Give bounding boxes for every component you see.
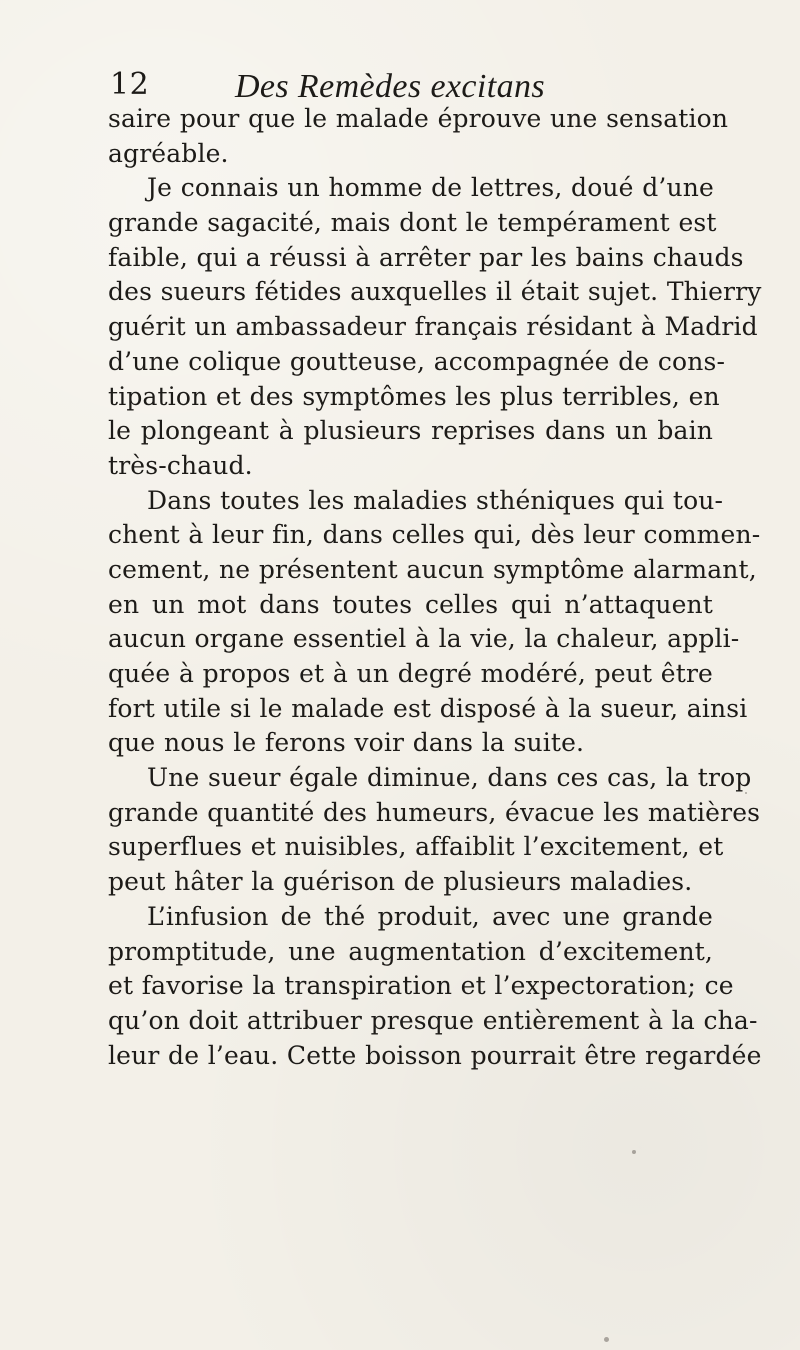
text-line: Je connais un homme de lettres, doué d’une — [147, 173, 714, 203]
text-line: que nous le ferons voir dans la suite. — [108, 728, 585, 758]
text-line: L’infusion de thé produit, avec une grande — [147, 901, 713, 931]
text-line: tipation et des symptômes les plus terribles, en — [108, 381, 720, 411]
text-line: cement, ne présentent aucun symptôme alarmant, — [108, 554, 757, 584]
text-line: fort utile si le malade est disposé à la sueur, ainsi — [108, 693, 748, 723]
paper-speck — [632, 1150, 636, 1154]
text-line: faible, qui a réussi à arrêter par les bains chauds — [108, 242, 744, 272]
text-line: guérit un ambassadeur français résidant à Madrid — [108, 312, 758, 342]
text-line: des sueurs fétides auxquelles il était sujet. Thierry — [108, 277, 762, 307]
paper-speck — [604, 1337, 609, 1342]
text-line: en un mot dans toutes celles qui n’attaquent — [108, 589, 713, 619]
text-line: promptitude, une augmentation d’excitement, — [108, 936, 713, 966]
text-line: Dans toutes les maladies sthéniques qui tou- — [147, 485, 724, 515]
text-line: agréable. — [108, 138, 229, 168]
text-line: qu’on doit attribuer presque entièrement à la cha- — [108, 1005, 758, 1035]
body-text — [108, 102, 762, 1073]
text-line: grande sagacité, mais dont le tempérament est — [108, 208, 717, 238]
text-line: grande quantité des humeurs, évacue les matières — [108, 797, 761, 827]
text-line: quée à propos et à un degré modéré, peut être — [108, 659, 713, 688]
text-line: et favorise la transpiration et l’expectoration; ce — [108, 971, 734, 1001]
text-line: Une sueur égale diminue, dans ces cas, la trop — [147, 763, 752, 793]
text-line: leur de l’eau. Cette boisson pourrait être regardée — [108, 1040, 762, 1070]
text-line: aucun organe essentiel à la vie, la chaleur, appli- — [108, 624, 740, 654]
text-line: chent à leur fin, dans celles qui, dès leur commen- — [108, 520, 761, 550]
page-number: 12 — [110, 67, 150, 102]
text-line: saire pour que le malade éprouve une sensation — [108, 104, 729, 133]
text-line: le plongeant à plusieurs reprises dans un bain — [108, 416, 713, 446]
text-line: superflues et nuisibles, affaiblit l’excitement, et — [108, 832, 724, 862]
running-title: Des Remèdes excitans — [234, 68, 546, 105]
text-line: peut hâter la guérison de plusieurs maladies. — [108, 867, 693, 897]
text-line: très-chaud. — [108, 450, 253, 480]
text-line: d’une colique goutteuse, accompagnée de cons- — [108, 346, 726, 376]
